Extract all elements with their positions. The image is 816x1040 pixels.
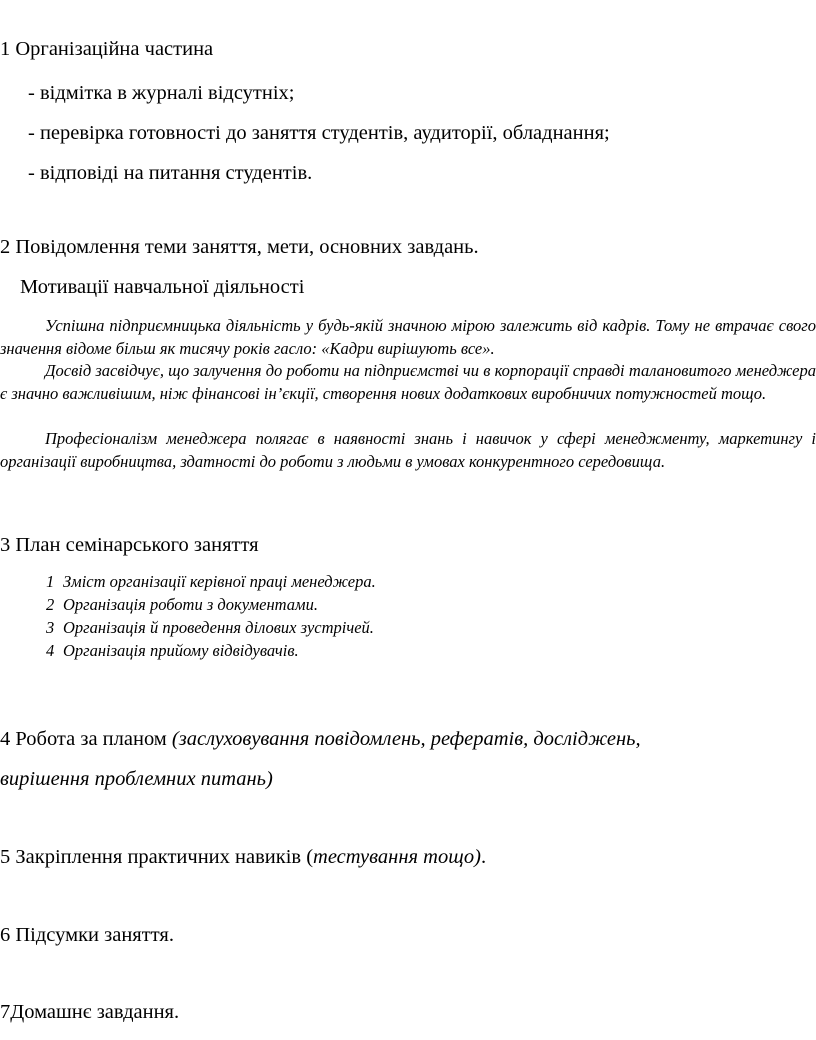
section-3-heading: 3 План семінарського заняття xyxy=(0,534,259,556)
section-5-end: . xyxy=(481,846,487,868)
plan-item-1 xyxy=(46,572,376,592)
section-5-plain: 5 Закріплення практичних навиків ( xyxy=(0,846,314,868)
section-6-heading: 6 Підсумки заняття. xyxy=(0,924,174,946)
section-4-heading-italic: (заслуховування повідомлень, рефератів, досліджень, xyxy=(171,728,641,750)
plan-item-number: 4 xyxy=(46,641,55,660)
plan-item-text: Зміст організації керівної праці менеджера. xyxy=(63,572,376,591)
plan-item-text: Організація прийому відвідувачів. xyxy=(63,641,299,660)
plan-item-3 xyxy=(46,618,374,638)
plan-item-number: 2 xyxy=(46,595,55,614)
section-5-heading xyxy=(0,846,486,869)
motivation-paragraph-3: Професіоналізм менеджера полягає в наявності знань і навичок у сфері менеджменту, маркетингу і організації виробництва, здатності до роботи з людьми в умовах конкурентного середовища. xyxy=(0,429,816,471)
plan-item-number: 3 xyxy=(46,618,55,637)
section-1-item-3: - відповіді на питання студентів. xyxy=(28,162,313,184)
plan-item-text: Організація й проведення ділових зустрічей. xyxy=(63,618,374,637)
motivation-paragraph-2: Досвід засвідчує, що залучення до роботи на підприємстві чи в корпорації справді талановитого менеджера є значно важливішим, ніж фінансові ін’єкції, створення нових додаткових виробничих потужностей тощо. xyxy=(0,361,816,403)
section-7-heading: 7Домашнє завдання. xyxy=(0,1001,180,1023)
section-1-item-2: - перевірка готовності до заняття студентів, аудиторії, обладнання; xyxy=(28,122,610,144)
section-5-italic: тестування тощо) xyxy=(313,846,481,868)
plan-item-2 xyxy=(46,595,318,615)
plan-item-4 xyxy=(46,641,299,661)
plan-item-text: Організація роботи з документами. xyxy=(63,595,318,614)
section-2-heading: 2 Повідомлення теми заняття, мети, основних завдань. xyxy=(0,236,479,258)
section-4-heading xyxy=(0,728,641,751)
plan-item-number: 1 xyxy=(46,572,55,591)
section-4-heading-plain: 4 Робота за планом xyxy=(0,728,172,750)
section-2-subheading: Мотивації навчальної діяльності xyxy=(20,276,305,298)
motivation-paragraph-1: Успішна підприємницька діяльність у будь-якій значною мірою залежить від кадрів. Тому не втрачає свого значення відоме більш як тисячу років гасло: «Кадри вирішують все». xyxy=(0,316,816,358)
section-1-heading: 1 Організаційна частина xyxy=(0,38,214,60)
section-4-line-2: вирішення проблемних питань) xyxy=(0,768,273,790)
section-1-item-1: - відмітка в журналі відсутніх; xyxy=(28,82,295,104)
